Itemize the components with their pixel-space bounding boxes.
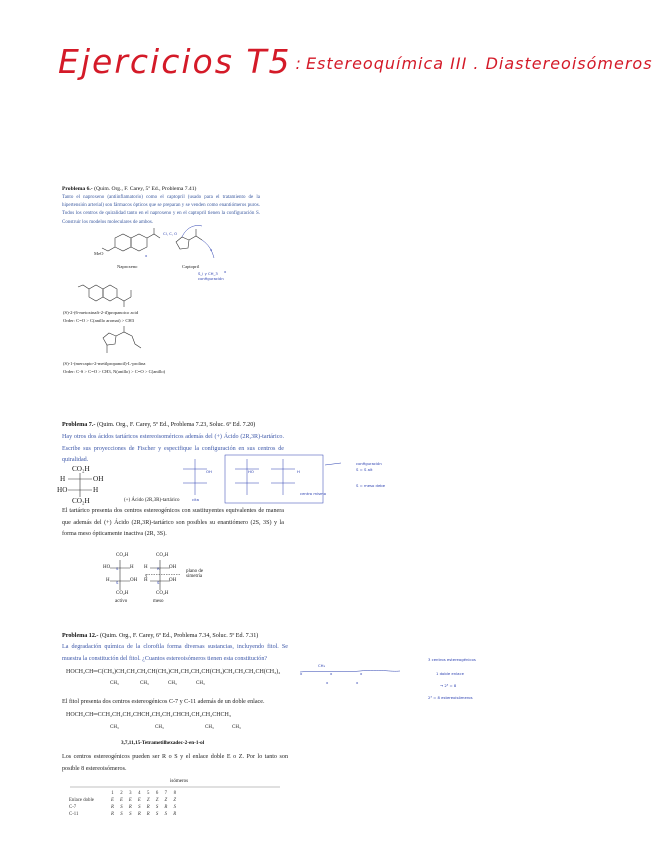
table-cell: R (111, 812, 114, 817)
phytol-methyl-1: CH₃ (110, 681, 119, 686)
p12-note-l6: x (356, 680, 359, 685)
pair-right-top: CO₂H (156, 553, 169, 558)
row-label: C-11 (69, 812, 79, 817)
header-cell: 7 (164, 791, 168, 796)
table-cell: E (111, 798, 114, 803)
table-row (66, 804, 179, 811)
p6-note-4: x (224, 269, 227, 274)
row-label: Enlace doble (69, 798, 94, 803)
captopril-drawing (95, 328, 155, 358)
table-header-row (66, 790, 179, 797)
header-cell: 2 (120, 791, 123, 796)
p12-note-r4: 2³ = 8 estereoisómeros (428, 695, 473, 700)
mol-label-naproxeno: Naproxeno (117, 264, 138, 269)
pair-left-s1: S (116, 566, 119, 571)
table-cell: R (146, 812, 150, 817)
table-cell: S (164, 812, 168, 817)
problem7-statement: Hay otros dos ácidos tartáricos estereoisoméricos además del (+) Ácido (2R,3R)-tartárico. Escribe sus proyecciones de Fischer y especifique la configuración en sus centros de quiralidad. (62, 434, 284, 463)
problem12-statement: La degradación química de la clorofila forma diversas sustancias, incluyendo fitol. Se muestra la constitución del fitol. ¿Cuantos estereoisómeros tienen esta constitución? (62, 644, 288, 662)
table-cell: R (137, 812, 141, 817)
pair-right-l1: H (144, 565, 148, 570)
p6-name2: (S)-1-(mercapto-2-metilpropanoil)-L-prolina (63, 361, 146, 366)
table-cell: S (155, 805, 159, 810)
table-cell: R (173, 812, 177, 817)
pair-right-s1: R (157, 566, 160, 571)
table-cell: E (128, 798, 132, 803)
table-cell: Z (155, 798, 159, 803)
fischer-r2-right: H (93, 486, 99, 494)
p6-note-5: S_i y CH_3 (198, 271, 218, 276)
table-cell: R (111, 805, 114, 810)
p12-note-r2: 1 doble enlace (436, 671, 464, 676)
problem6-ref: (Quim. Org., F. Carey, 5º Ed., Problema 7.41) (94, 186, 197, 192)
pair-left-s2: S (116, 580, 119, 585)
table-cell: Z (164, 798, 168, 803)
phytol-methyl-2: CH₃ (140, 681, 149, 686)
pair-right-bottom: CO₂H (156, 591, 169, 596)
table-cell: E (137, 798, 141, 803)
p7-note-6: configuración (356, 461, 382, 466)
table-row (66, 811, 179, 818)
problem7-title: Problema 7.- (62, 422, 96, 428)
pair-left-top: CO₂H (116, 553, 129, 558)
p12-note-l2: x (300, 671, 303, 676)
header-cell: 3 (129, 791, 132, 796)
problem7-heading (62, 422, 255, 428)
pair-right-l2: H (144, 578, 148, 583)
p6-name1: (S)-2-(6-metoxinaft-2-il)propanoico acid (63, 310, 139, 315)
pair-right-r1: OH (169, 565, 177, 570)
tartaric-caption: (+) Ácido (2R,3R)-tartárico (124, 498, 180, 503)
phytol-methyl-4: CH₃ (196, 681, 205, 686)
p7-note-5: centro mismo (300, 491, 327, 496)
p6-note-1: Cl, C, O (163, 231, 178, 236)
stereoisomer-table (66, 790, 179, 818)
problem12-p2: El fitol presenta dos centros estereogénicos C-7 y C-11 además de un doble enlace. (62, 699, 265, 705)
pair-bonds (108, 560, 188, 594)
phytol-formula-2: HOCH₂CH═CCH₂CH₂CH₂CHCH₂CH₂CH₂CHCH₂CH₂CH₂CHCH₃ (66, 712, 231, 718)
p12-note-r3: → 2³ = 8 (440, 683, 457, 688)
header-cell: 1 (111, 791, 114, 796)
table-rule (70, 786, 280, 788)
phytol2-methyl-1: CH₃ (110, 725, 119, 730)
table-cell: E (119, 798, 123, 803)
problem6-statement: Tanto el naproxeno (antiinflamatorio) como el captopril (usado para el tratamiento de la hipertensión arterial) son fármacos ópticos que se preparan y se venden como enantiómeros puros. Todos los centros de quiralidad tanto en el naproxeno y en el captopril tienen la configuración S. Construir los modelos moleculares de ambos. (62, 195, 260, 225)
naproxen-drawing (75, 283, 165, 308)
phytol-name: 3,7,11,15-Tetrametilhexadec-2-en-1-ol (121, 740, 205, 746)
p6-note-2: x (145, 253, 148, 258)
pair-joiner: y (145, 574, 148, 579)
p7-note-1: cita (192, 497, 199, 502)
mol-label-meo: MeO (94, 251, 104, 256)
table-cell: R (146, 805, 150, 810)
table-cell: R (128, 805, 132, 810)
p6-note-3: x (210, 247, 213, 252)
fischer-top: CO₂H (72, 465, 90, 473)
problem12-p3: Los centros estereogénicos pueden ser R o S y el enlace doble E o Z. Por lo tanto son posible 8 estereoisómeros. (62, 754, 288, 772)
problem12-heading (62, 633, 258, 639)
problem6-title: Problema 6.- (62, 186, 93, 192)
table-cell: R (164, 805, 168, 810)
p7-note-3: HO (248, 469, 254, 474)
fischer-r2-left: HO (57, 486, 68, 494)
p7-note-4: H (297, 469, 300, 474)
phytol2-methyl-3: CH₃ (205, 725, 214, 730)
p7-note-2: OH (206, 469, 212, 474)
header-cell: 8 (173, 791, 176, 796)
table-cell: S (173, 805, 176, 810)
table-cell: S (129, 812, 132, 817)
p12-note-r1: 3 centros estereogénicos (428, 657, 476, 662)
problem12-ref: (Quim. Org., F. Carey, 6º Ed., Problema 7.34, Soluc. 5º Ed. 7.31) (99, 633, 259, 639)
pair-left-r1: H (130, 565, 134, 570)
problem7-answer: El tartárico presenta dos centros estereogénicos con sustituyentes equivalentes de manera que además del (+) Ácido (2R,3R)-tartárico son posibles su enantiómero (2S, 3S) y la forma meso ópticamente inactiva (2R, 3S). (62, 508, 284, 537)
header-cell: 5 (147, 791, 150, 796)
pair-left-l1: HO (103, 565, 111, 570)
header-cell (66, 790, 108, 797)
p6-order1: Order: C=O > C(anillo aromat) > CH3 (63, 318, 135, 323)
table-caption: isómeros (170, 779, 189, 784)
fischer-r1-left: H (60, 475, 66, 483)
table-cell: S (120, 812, 123, 817)
fischer-r1-right: OH (93, 475, 104, 483)
header-cell: 6 (155, 791, 159, 796)
problem6-structures (90, 228, 213, 278)
p12-pen-line (300, 670, 400, 674)
mol-label-captopril: Captopril (182, 264, 200, 269)
pair-left-bottom: CO₂H (116, 591, 129, 596)
phytol-methyl-3: CH₃ (168, 681, 177, 686)
table-row (66, 797, 179, 804)
table-cell: S (138, 805, 141, 810)
p6-note-6: configuración (198, 276, 224, 281)
pair-right-s2: S (157, 580, 160, 585)
p7-note-8: S = meso debe (356, 483, 386, 488)
pair-left-label: activo (115, 599, 128, 604)
table-cell: Z (173, 798, 177, 803)
p6-order2: Order: C-S > C=O > CH3, N(anillo) > C=O > C(anillo) (63, 369, 166, 374)
phytol-formula: HOCH₂CH═C(CH₃)CH₂CH₂CH₂CH(CH₃)CH₂CH₂CH₂CH(CH₃)CH₂CH₂CH₂CH(CH₃)₂ (66, 669, 281, 675)
problem12-title: Problema 12.- (62, 633, 99, 639)
row-label: C-7 (69, 805, 77, 810)
p7-note-7: S = S alt (356, 467, 373, 472)
fischer-bottom: CO₂H (72, 497, 90, 505)
p12-note-l3: x (330, 671, 333, 676)
header-cell: 4 (138, 791, 141, 796)
title-separator: : (295, 54, 302, 73)
title-subtitle: Estereoquímica III . Diastereoisómeros (305, 54, 653, 73)
pair-left-l2: H (106, 578, 110, 583)
p7-handwritten-sketches (175, 455, 375, 510)
title-main: Ejercicios T5 (58, 42, 292, 81)
pair-right-label: meso (153, 599, 164, 604)
problem6-heading (62, 186, 196, 192)
plane-label: plano de simetría (186, 569, 204, 579)
table-cell: S (155, 812, 159, 817)
page-title (58, 42, 653, 82)
pair-left-r2: OH (130, 578, 138, 583)
pair-right-r2: OH (169, 578, 177, 583)
p12-note-l4: x (360, 671, 363, 676)
phytol2-methyl-2: CH₃ (155, 725, 164, 730)
p12-note-l1: CH₃ (318, 663, 326, 668)
problem7-ref: (Quim. Org., F. Carey, 5º Ed., Problema 7.23, Soluc. 6º Ed. 7.20) (96, 422, 256, 428)
table-cell: Z (146, 798, 150, 803)
p12-note-l5: x (326, 680, 329, 685)
table-cell: S (120, 805, 123, 810)
phytol2-methyl-4: CH₃ (232, 725, 241, 730)
